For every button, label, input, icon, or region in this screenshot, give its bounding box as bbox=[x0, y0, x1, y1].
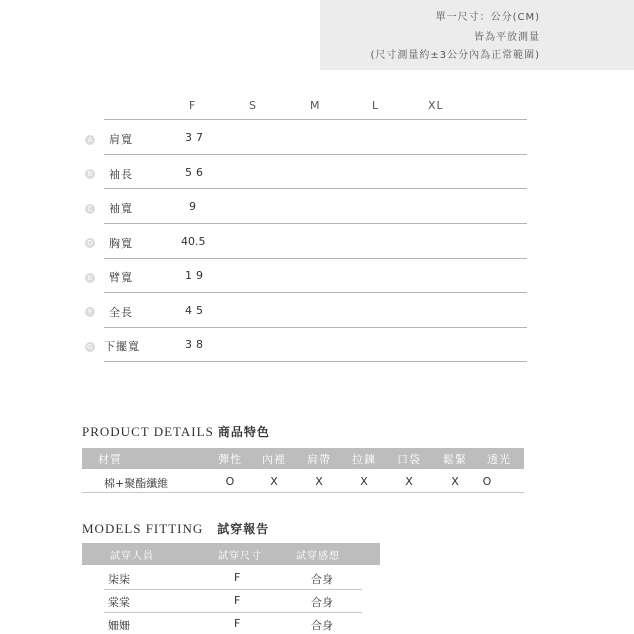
size-header-l: L bbox=[372, 99, 380, 112]
row-divider bbox=[104, 258, 527, 259]
measure-label: 袖寬 bbox=[109, 202, 133, 215]
mf-header-feel: 試穿感想 bbox=[296, 551, 340, 562]
measure-value: 38 bbox=[185, 338, 207, 351]
row-letter-badge: A bbox=[85, 135, 95, 145]
pd-header-material: 材質 bbox=[98, 453, 122, 466]
pd-header-pocket: 口袋 bbox=[397, 453, 421, 466]
pd-value-waistband: X bbox=[451, 475, 459, 488]
measure-value: 45 bbox=[185, 304, 207, 317]
models-fitting-title-en: MODELS FITTING bbox=[82, 521, 204, 536]
model-name: 姍姍 bbox=[108, 619, 130, 632]
size-note-box bbox=[320, 0, 634, 70]
measure-value: 40.5 bbox=[181, 235, 206, 248]
measure-label: 下擺寬 bbox=[104, 340, 140, 353]
model-feel: 合身 bbox=[311, 619, 333, 632]
pd-header-elastic: 彈性 bbox=[218, 453, 242, 466]
model-size: F bbox=[234, 571, 241, 584]
pd-value-lining: X bbox=[270, 475, 278, 488]
model-name: 柒柒 bbox=[108, 573, 130, 586]
pd-value-pocket: X bbox=[405, 475, 413, 488]
product-details-title bbox=[82, 423, 270, 440]
row-divider bbox=[104, 188, 527, 189]
size-tolerance-note: (尺寸測量約±3公分內為正常範圍) bbox=[370, 50, 540, 61]
measure-value: 9 bbox=[189, 200, 200, 213]
row-divider bbox=[104, 361, 527, 362]
row-divider bbox=[104, 223, 527, 224]
size-header-f: F bbox=[189, 99, 197, 112]
row-divider bbox=[104, 327, 527, 328]
product-details-title-zh: 商品特色 bbox=[217, 425, 270, 439]
pd-header-zipper: 拉鍊 bbox=[352, 453, 376, 466]
model-name: 棠棠 bbox=[108, 596, 130, 609]
row-letter-badge: G bbox=[85, 342, 95, 352]
measure-label: 肩寬 bbox=[109, 133, 133, 146]
mf-header-model: 試穿人員 bbox=[110, 551, 154, 562]
product-details-title-en: PRODUCT DETAILS bbox=[82, 424, 214, 439]
measure-value: 56 bbox=[185, 166, 207, 179]
measure-label: 袖長 bbox=[109, 168, 133, 181]
size-header-s: S bbox=[249, 99, 257, 112]
pd-header-waistband: 鬆緊 bbox=[443, 453, 467, 466]
pd-header-sheer: 透光 bbox=[487, 453, 511, 466]
mf-header-size: 試穿尺寸 bbox=[218, 551, 262, 562]
model-feel: 合身 bbox=[311, 573, 333, 586]
model-size: F bbox=[234, 594, 241, 607]
size-table-divider bbox=[104, 119, 527, 120]
model-feel: 合身 bbox=[311, 596, 333, 609]
size-unit-note: 單一尺寸：公分(CM) bbox=[435, 12, 540, 23]
mf-row-divider bbox=[104, 612, 362, 613]
pd-value-elastic: O bbox=[225, 475, 235, 488]
pd-value-material: 棉+聚酯纖維 bbox=[104, 477, 169, 490]
product-details-header bbox=[82, 448, 524, 469]
size-header-xl: XL bbox=[428, 99, 444, 112]
product-details-divider bbox=[82, 492, 524, 493]
pd-value-sheer: O bbox=[482, 475, 492, 488]
pd-value-strap: X bbox=[315, 475, 323, 488]
measure-label: 全長 bbox=[109, 306, 133, 319]
models-fitting-title bbox=[82, 520, 269, 537]
mf-row-divider bbox=[104, 589, 362, 590]
models-fitting-header bbox=[82, 543, 380, 565]
size-method-note: 皆為平放測量 bbox=[474, 32, 540, 43]
measure-value: 19 bbox=[185, 269, 207, 282]
row-letter-badge: D bbox=[85, 238, 95, 248]
row-letter-badge: E bbox=[85, 273, 95, 283]
row-letter-badge: C bbox=[85, 204, 95, 214]
measure-label: 胸寬 bbox=[109, 237, 133, 250]
row-letter-badge: F bbox=[85, 307, 95, 317]
model-size: F bbox=[234, 617, 241, 630]
models-fitting-title-zh: 試穿報告 bbox=[217, 522, 270, 536]
pd-header-strap: 肩帶 bbox=[307, 453, 331, 466]
measure-label: 臂寬 bbox=[109, 271, 133, 284]
size-header-m: M bbox=[310, 99, 321, 112]
pd-header-lining: 內裡 bbox=[262, 453, 286, 466]
row-divider bbox=[104, 154, 527, 155]
row-letter-badge: B bbox=[85, 169, 95, 179]
pd-value-zipper: X bbox=[360, 475, 368, 488]
measure-value: 37 bbox=[185, 131, 207, 144]
row-divider bbox=[104, 292, 527, 293]
